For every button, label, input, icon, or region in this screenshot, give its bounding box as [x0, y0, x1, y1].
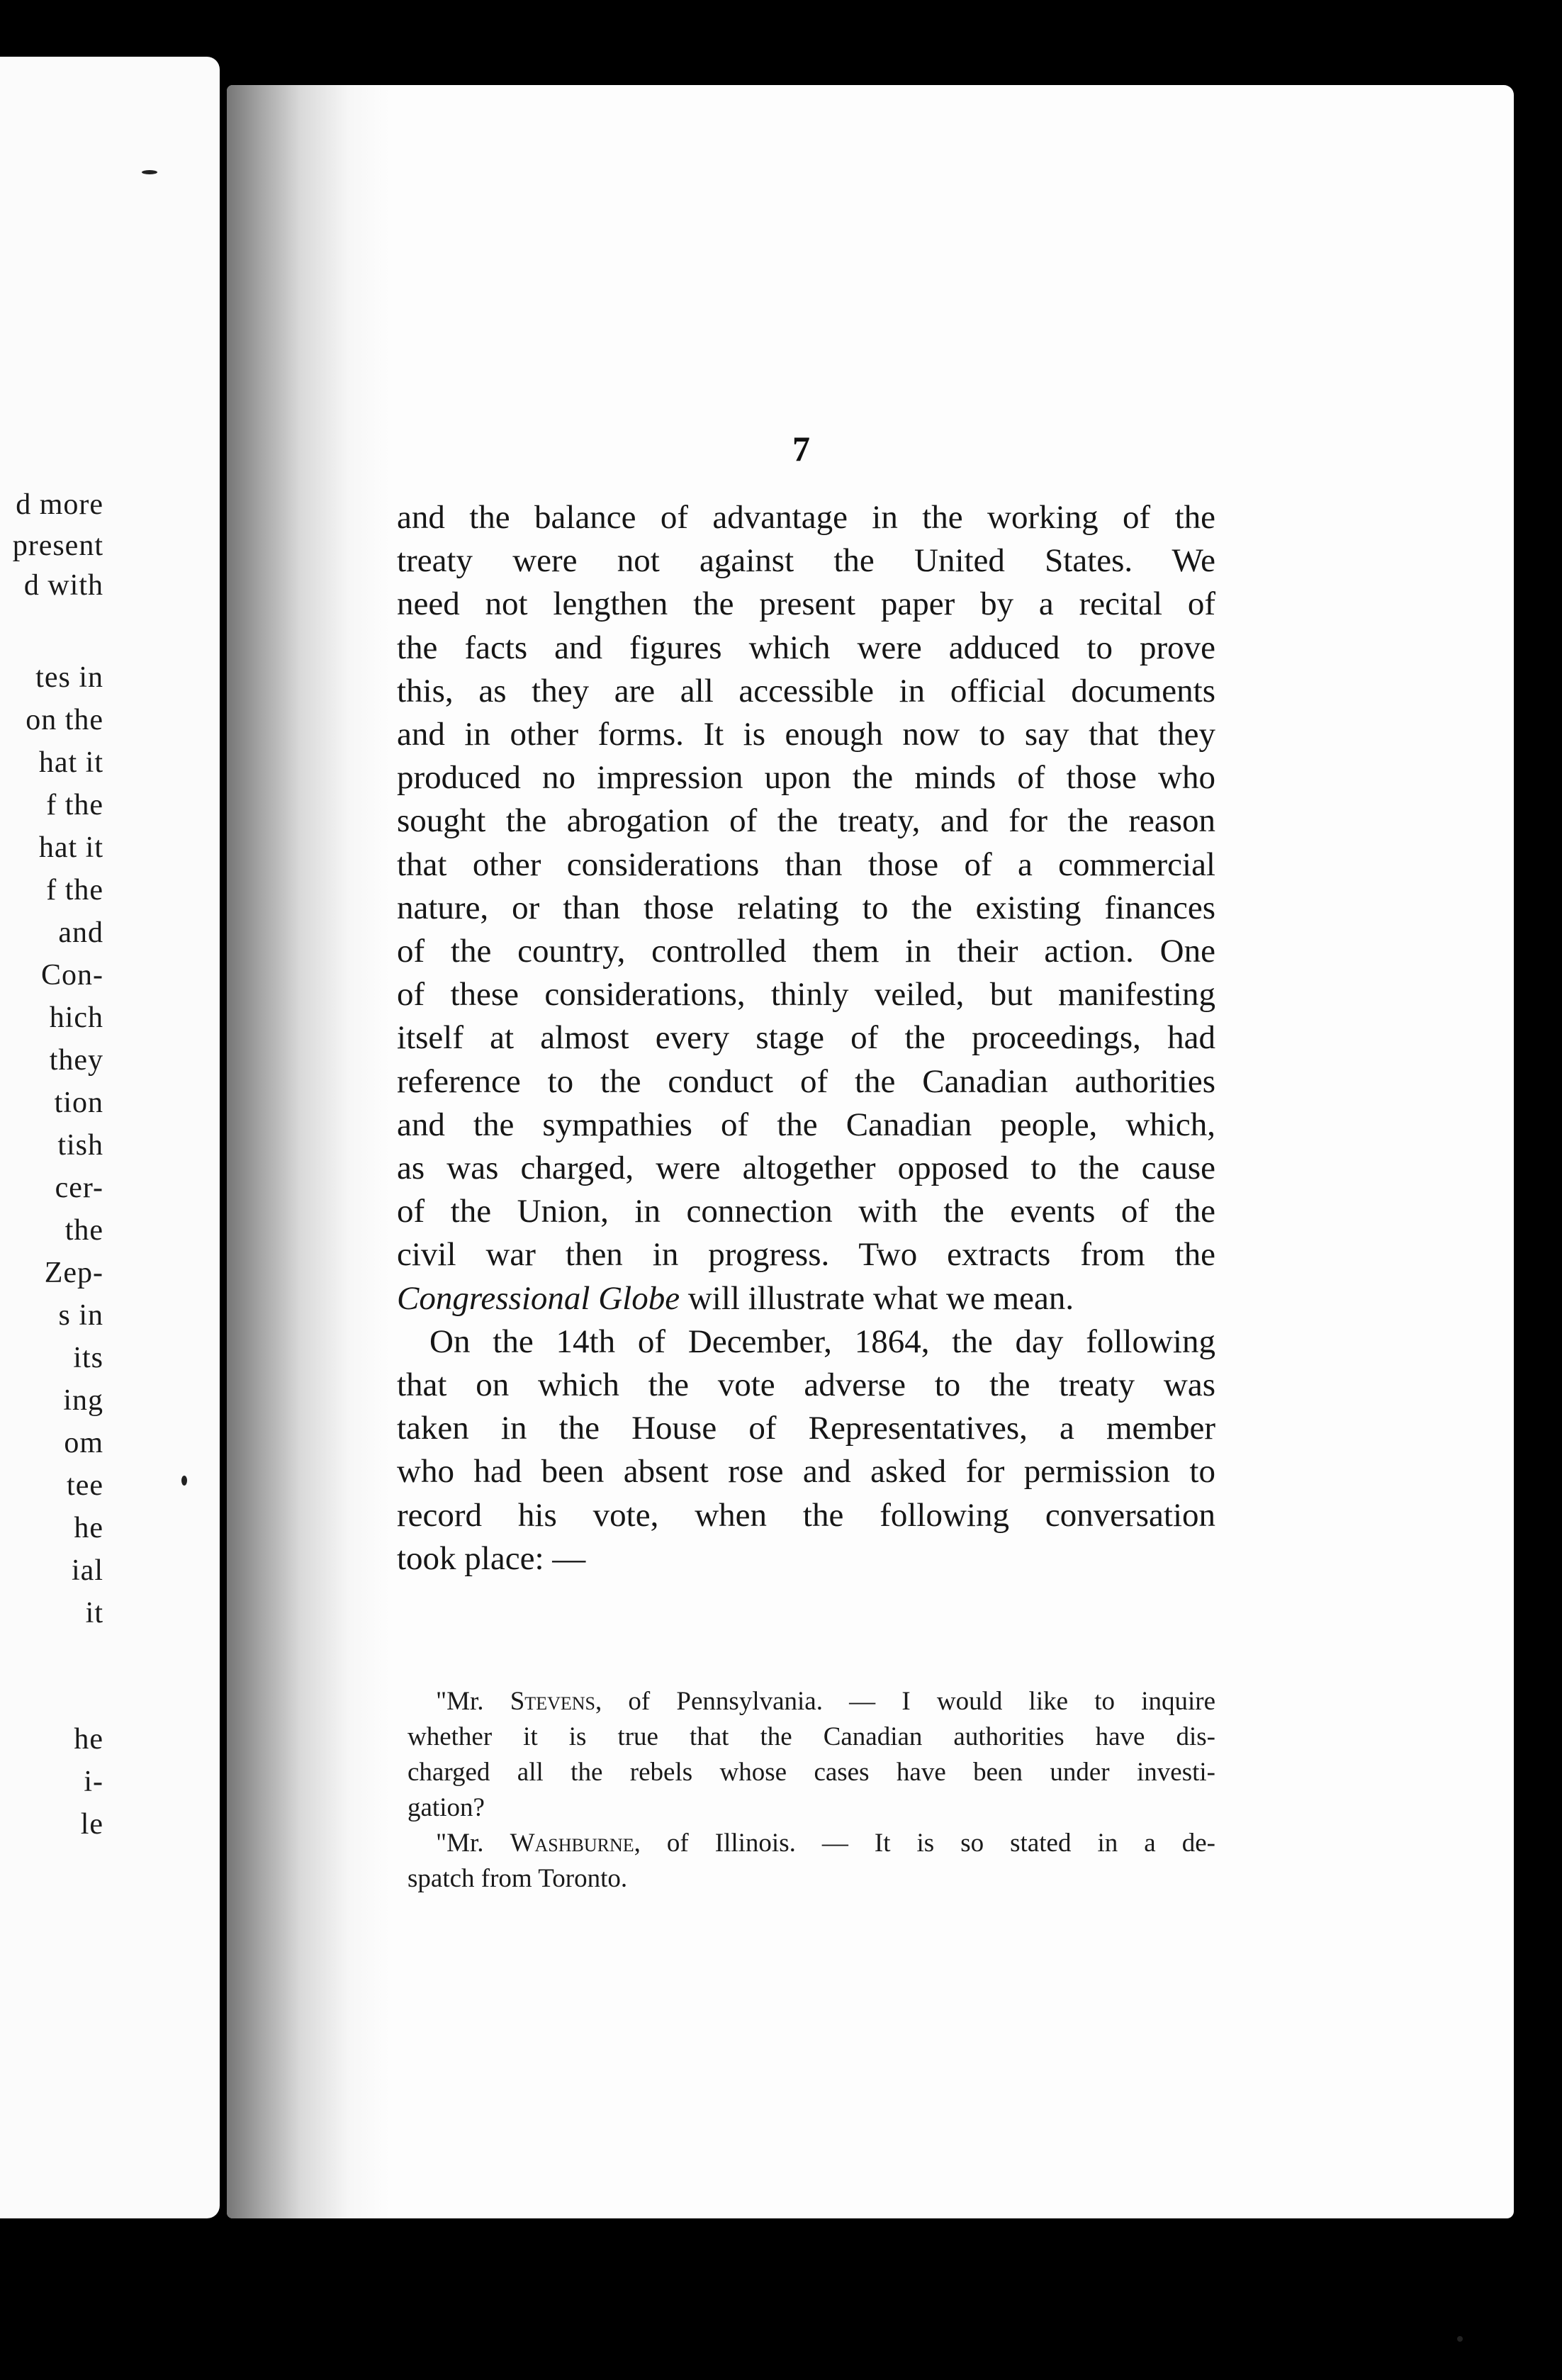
text-line: civil war then in progress. Two extracts from the	[397, 1236, 1215, 1274]
text-line: sought the abrogation of the treaty, and for the reason	[397, 802, 1215, 840]
left-page-fragment: le	[80, 1808, 103, 1841]
text-line: as was charged, were altogether opposed to the cause	[397, 1150, 1215, 1187]
quote-line: spatch from Toronto.	[408, 1864, 628, 1893]
text-line: and the balance of advantage in the working of the	[397, 499, 1215, 536]
scan-speck	[181, 1476, 187, 1486]
left-page-fragment: d more	[16, 488, 103, 521]
left-page-fragment: hich	[49, 1001, 103, 1034]
left-page-fragment: hat it	[38, 831, 103, 864]
quote-text: , of Illinois. — It is so stated in a de-	[634, 1829, 1215, 1858]
text-fragment: will illustrate what we mean.	[680, 1279, 1074, 1317]
left-page-fragment: Zep-	[44, 1257, 103, 1289]
text-line: who had been absent rose and asked for permission to	[397, 1453, 1215, 1491]
left-page-fragment: on the	[26, 704, 103, 736]
block-quote	[408, 1684, 1215, 1897]
speaker-name: Washburne	[510, 1829, 634, 1858]
text-line: that other considerations than those of a commercial	[397, 846, 1215, 883]
quote-text: , of Pennsylvania. — I would like to inquire	[595, 1687, 1215, 1716]
quote-open: "Mr.	[436, 1687, 510, 1716]
body-text	[397, 496, 1215, 1581]
publication-title: Congressional Globe	[397, 1279, 680, 1317]
text-line: took place: —	[397, 1539, 586, 1577]
text-line	[397, 1277, 1215, 1320]
text-line: need not lengthen the present paper by a recital of	[397, 585, 1215, 623]
text-line: this, as they are all accessible in official documents	[397, 672, 1215, 709]
text-line: of the country, controlled them in their action. One	[397, 933, 1215, 970]
left-page-fragment: f the	[46, 874, 103, 906]
left-page-fragment: the	[64, 1214, 103, 1247]
text-line: reference to the conduct of the Canadian authorities	[397, 1062, 1215, 1100]
text-line: record his vote, when the following conversation	[397, 1496, 1215, 1534]
left-page-fragment: it	[85, 1597, 103, 1629]
left-page-fragment: Con-	[41, 959, 103, 992]
quote-line	[408, 1826, 1215, 1861]
left-page-fragment: its	[73, 1342, 103, 1374]
left-page-fragment: they	[49, 1044, 103, 1077]
left-page-fragment: and	[58, 916, 103, 949]
left-page-fragment: present	[12, 529, 103, 562]
left-page-fragment: ial	[72, 1554, 103, 1587]
left-page-fragment: hat it	[38, 746, 103, 779]
quote-line	[408, 1684, 1215, 1719]
text-line: of the Union, in connection with the events of the	[397, 1193, 1215, 1230]
text-line: treaty were not against the United States. We	[397, 542, 1215, 580]
left-page-fragment: tish	[57, 1129, 103, 1162]
text-line: and in other forms. It is enough now to say that they	[397, 716, 1215, 753]
left-page-fragment: ing	[63, 1384, 103, 1417]
left-page-fragment: d with	[23, 569, 103, 602]
quote-open: "Mr.	[436, 1829, 510, 1858]
left-page-fragment: om	[64, 1427, 103, 1459]
text-line: nature, or than those relating to the existing finances	[397, 889, 1215, 926]
text-line: and the sympathies of the Canadian people, which,	[397, 1106, 1215, 1143]
quote-line: whether it is true that the Canadian authorities have dis-	[408, 1722, 1215, 1751]
speaker-name: Stevens	[510, 1687, 595, 1716]
left-page-fragment: tes in	[35, 661, 103, 694]
left-page-fragment: cer-	[55, 1172, 103, 1204]
text-line: itself at almost every stage of the proceedings, had	[397, 1019, 1215, 1057]
text-line: the facts and figures which were adduced to prove	[397, 629, 1215, 666]
left-page-fragment: he	[74, 1512, 103, 1544]
left-page-fragment: he	[74, 1723, 103, 1756]
gutter-shadow	[227, 85, 390, 2218]
left-page-fragment: tee	[67, 1469, 103, 1502]
text-line: that on which the vote adverse to the treaty was	[397, 1366, 1215, 1404]
left-page-fragment: f the	[46, 789, 103, 821]
left-page-fragment: i-	[84, 1766, 103, 1798]
text-line: taken in the House of Representatives, a member	[397, 1410, 1215, 1447]
text-line: produced no impression upon the minds of those who	[397, 759, 1215, 797]
book-page-right	[227, 85, 1514, 2218]
facing-page-left	[0, 57, 220, 2218]
text-line: of these considerations, thinly veiled, but manifesting	[397, 976, 1215, 1014]
quote-line: gation?	[408, 1793, 485, 1822]
scan-speck	[142, 170, 157, 174]
left-page-fragment: s in	[58, 1299, 103, 1332]
page-number: 7	[792, 429, 810, 468]
quote-line: charged all the rebels whose cases have been under investi-	[408, 1758, 1215, 1787]
scan-speck	[1457, 2336, 1463, 2342]
text-line: On the 14th of December, 1864, the day following	[429, 1323, 1215, 1360]
left-page-fragment: tion	[54, 1087, 103, 1119]
